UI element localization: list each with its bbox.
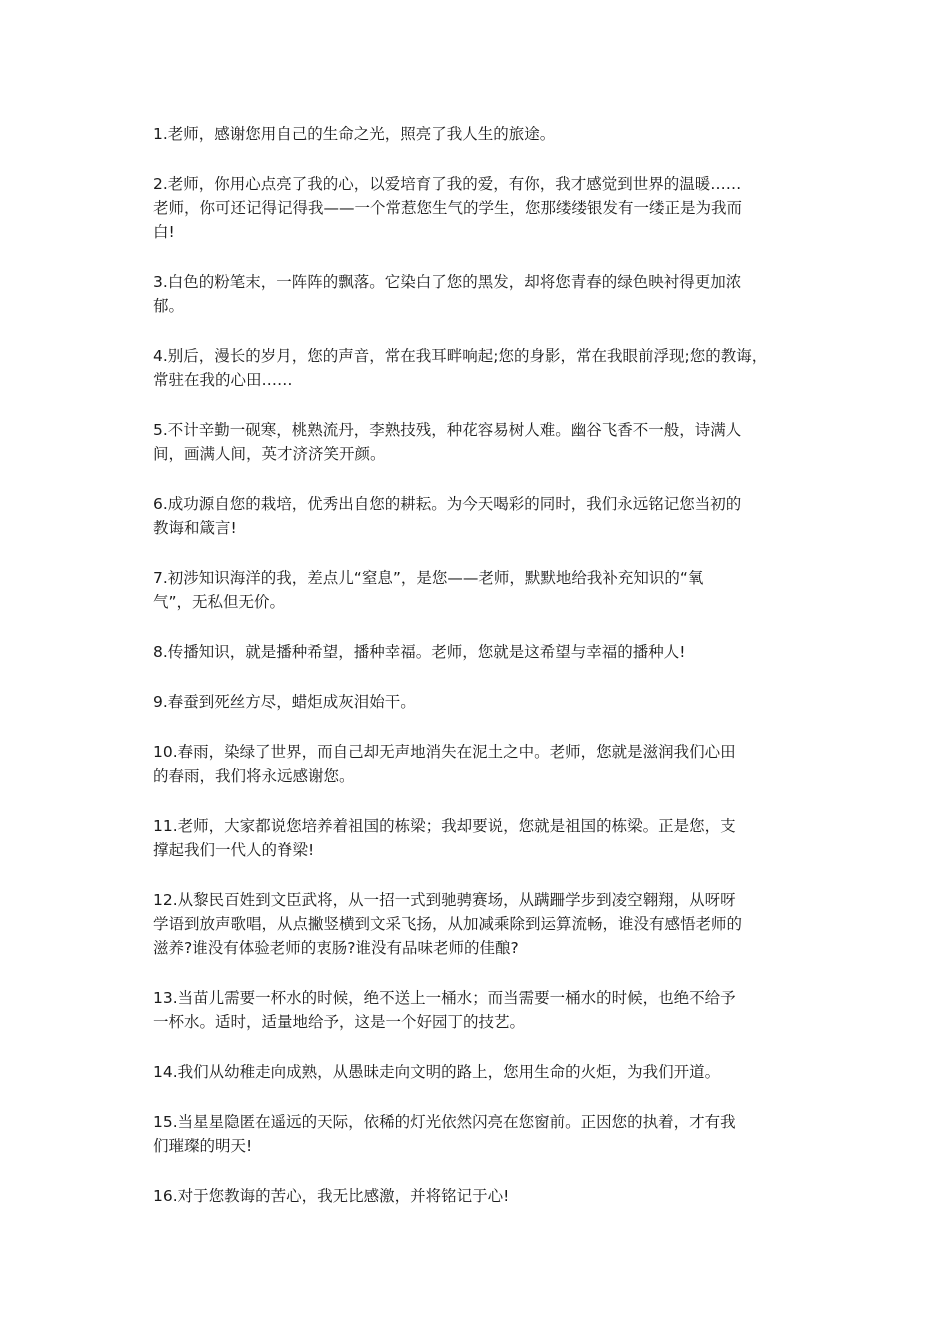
text-line: 8.传播知识，就是播种希望，播种幸福。老师，您就是这希望与幸福的播种人! [153,643,686,661]
paragraph-13 [153,986,808,1034]
text-line: 常驻在我的心田…… [153,371,293,389]
text-line: 学语到放声歌唱，从点撇竖横到文采飞扬，从加减乘除到运算流畅，谁没有感悟老师的 [153,915,743,933]
text-line: 4.别后，漫长的岁月，您的声音，常在我耳畔响起;您的身影，常在我眼前浮现;您的教诲， [153,347,768,365]
text-line: 2.老师，你用心点亮了我的心，以爱培育了我的爱，有你，我才感觉到世界的温暖…… [153,175,742,193]
text-line: 10.春雨，染绿了世界，而自己却无声地消失在泥土之中。老师，您就是滋润我们心田 [153,743,736,761]
paragraph-10 [153,740,808,788]
paragraph-7 [153,566,808,614]
paragraph-8 [153,640,808,664]
text-line: 滋养?谁没有体验老师的衷肠?谁没有品味老师的佳酿? [153,939,519,957]
text-line: 一杯水。适时，适量地给予，这是一个好园丁的技艺。 [153,1013,526,1031]
paragraph-16 [153,1184,808,1208]
paragraph-2 [153,172,808,244]
text-line: 9.春蚕到死丝方尽，蜡炬成灰泪始干。 [153,693,416,711]
text-line: 13.当苗儿需要一杯水的时候，绝不送上一桶水；而当需要一桶水的时候，也绝不给予 [153,989,736,1007]
document-body [153,122,808,1234]
text-line: 12.从黎民百姓到文臣武将，从一招一式到驰骋赛场，从蹒跚学步到凌空翱翔，从呀呀 [153,891,736,909]
text-line: 们璀璨的明天! [153,1137,253,1155]
text-line: 11.老师，大家都说您培养着祖国的栋梁；我却要说，您就是祖国的栋梁。正是您，支 [153,817,736,835]
text-line: 6.成功源自您的栽培，优秀出自您的耕耘。为今天喝彩的同时，我们永远铭记您当初的 [153,495,742,513]
paragraph-5 [153,418,808,466]
text-line: 14.我们从幼稚走向成熟，从愚昧走向文明的路上，您用生命的火炬，为我们开道。 [153,1063,721,1081]
paragraph-14 [153,1060,808,1084]
text-line: 气”，无私但无价。 [153,593,286,611]
paragraph-15 [153,1110,808,1158]
paragraph-9 [153,690,808,714]
paragraph-4 [153,344,808,392]
text-line: 的春雨，我们将永远感谢您。 [153,767,355,785]
paragraph-12 [153,888,808,960]
text-line: 5.不计辛勤一砚寒，桃熟流丹，李熟技残，种花容易树人难。幽谷飞香不一般，诗满人 [153,421,742,439]
text-line: 3.白色的粉笔末，一阵阵的飘落。它染白了您的黑发，却将您青春的绿色映衬得更加浓 [153,273,742,291]
paragraph-3 [153,270,808,318]
text-line: 白! [153,223,175,241]
paragraph-1 [153,122,808,146]
text-line: 1.老师，感谢您用自己的生命之光，照亮了我人生的旅途。 [153,125,556,143]
paragraph-6 [153,492,808,540]
text-line: 郁。 [153,297,185,315]
text-line: 间，画满人间，英才济济笑开颜。 [153,445,386,463]
text-line: 7.初涉知识海洋的我，差点儿“窒息”，是您——老师，默默地给我补充知识的“氧 [153,569,704,587]
text-line: 老师，你可还记得记得我——一个常惹您生气的学生，您那缕缕银发有一缕正是为我而 [153,199,743,217]
text-line: 15.当星星隐匿在遥远的天际，依稀的灯光依然闪亮在您窗前。正因您的执着，才有我 [153,1113,736,1131]
text-line: 16.对于您教诲的苦心，我无比感激，并将铭记于心! [153,1187,510,1205]
text-line: 教诲和箴言! [153,519,237,537]
text-line: 撑起我们一代人的脊梁! [153,841,315,859]
paragraph-11 [153,814,808,862]
